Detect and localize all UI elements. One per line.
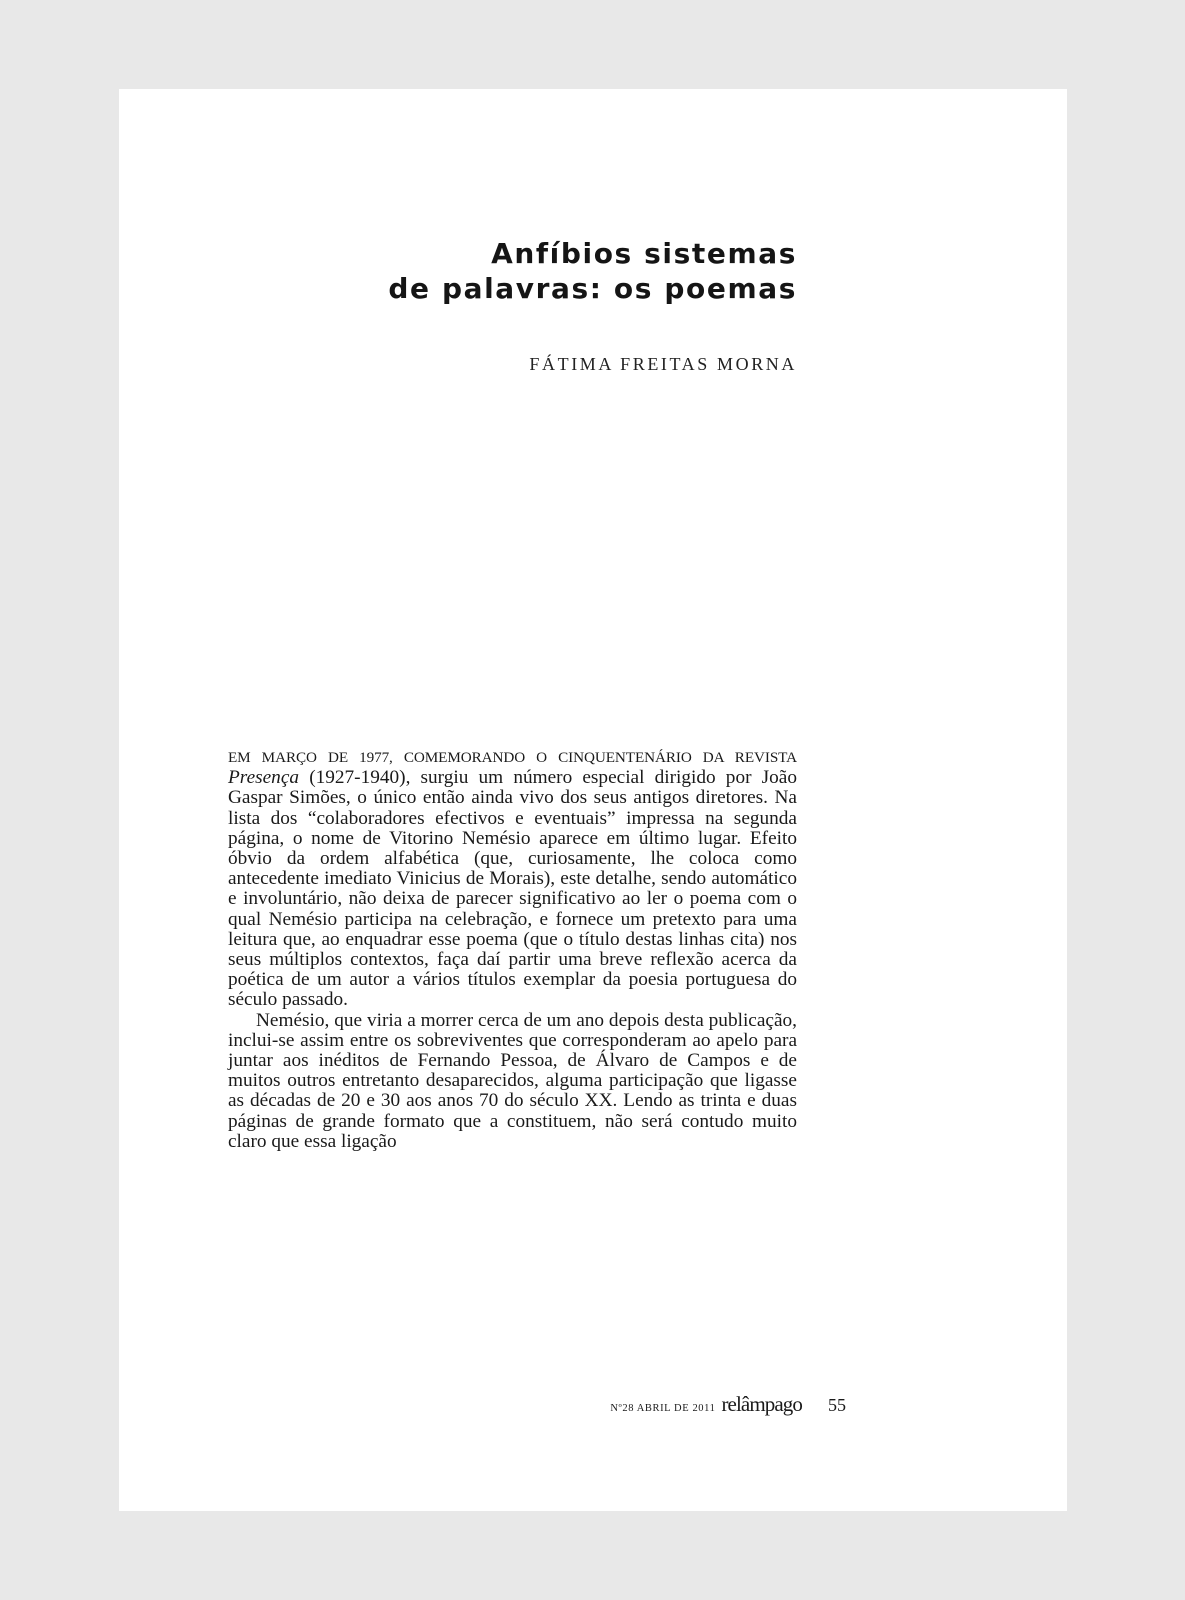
page-number: 55 bbox=[828, 1395, 846, 1415]
document-page bbox=[119, 89, 1067, 1511]
author-name: FÁTIMA FREITAS MORNA bbox=[529, 354, 797, 374]
article-title-line-1: Anfíbios sistemas bbox=[491, 237, 797, 270]
paragraph-1-text: (1927-1940), surgiu um número especial dirigido por João Gaspar Simões, o único então ainda vivo dos seus antigos diretores. Na lista dos “colaboradores efectivos e eventuais” impressa na segunda página, o nome de Vitorino Nemésio aparece em último lugar. Efeito óbvio da ordem alfabética (que, curiosamente, lhe coloca como antecedente imediato Vinicius de Morais), este detalhe, sendo automático e involuntário, não deixa de parecer significativo ao ler o poema com o qual Nemésio participa na celebração, e fornece um pretexto para uma leitura que, ao enquadrar esse poema (que o título destas linhas cita) nos seus múltiplos contextos, faça daí partir uma breve reflexão acerca da poética de um autor a vários títulos exemplar da poesia portuguesa do século passado. bbox=[228, 767, 798, 1011]
article-title bbox=[237, 236, 797, 306]
article-body bbox=[228, 747, 797, 1152]
page-footer bbox=[610, 1392, 846, 1417]
issue-info: Nº28 ABRIL DE 2011 bbox=[610, 1403, 716, 1414]
magazine-name: relâmpago bbox=[721, 1392, 802, 1416]
paragraph-1 bbox=[228, 747, 797, 1011]
journal-title-italic: Presença bbox=[228, 767, 300, 789]
opening-small-caps: EM MARÇO DE 1977, COMEMORANDO O CINQUENTENÁRIO DA REVISTA bbox=[228, 749, 797, 766]
paragraph-2: Nemésio, que viria a morrer cerca de um ano depois desta publicação, inclui-se assim entre os sobreviventes que corresponderam ao apelo para juntar aos inéditos de Fernando Pessoa, de Álvaro de Campos e de muitos outros entretanto desaparecidos, alguma participação que ligasse as décadas de 20 e 30 aos anos 70 do século XX. Lendo as trinta e duas páginas de grande formato que a constituem, não será contudo muito claro que essa ligação bbox=[228, 1009, 797, 1152]
article-title-line-2: de palavras: os poemas bbox=[388, 272, 797, 305]
